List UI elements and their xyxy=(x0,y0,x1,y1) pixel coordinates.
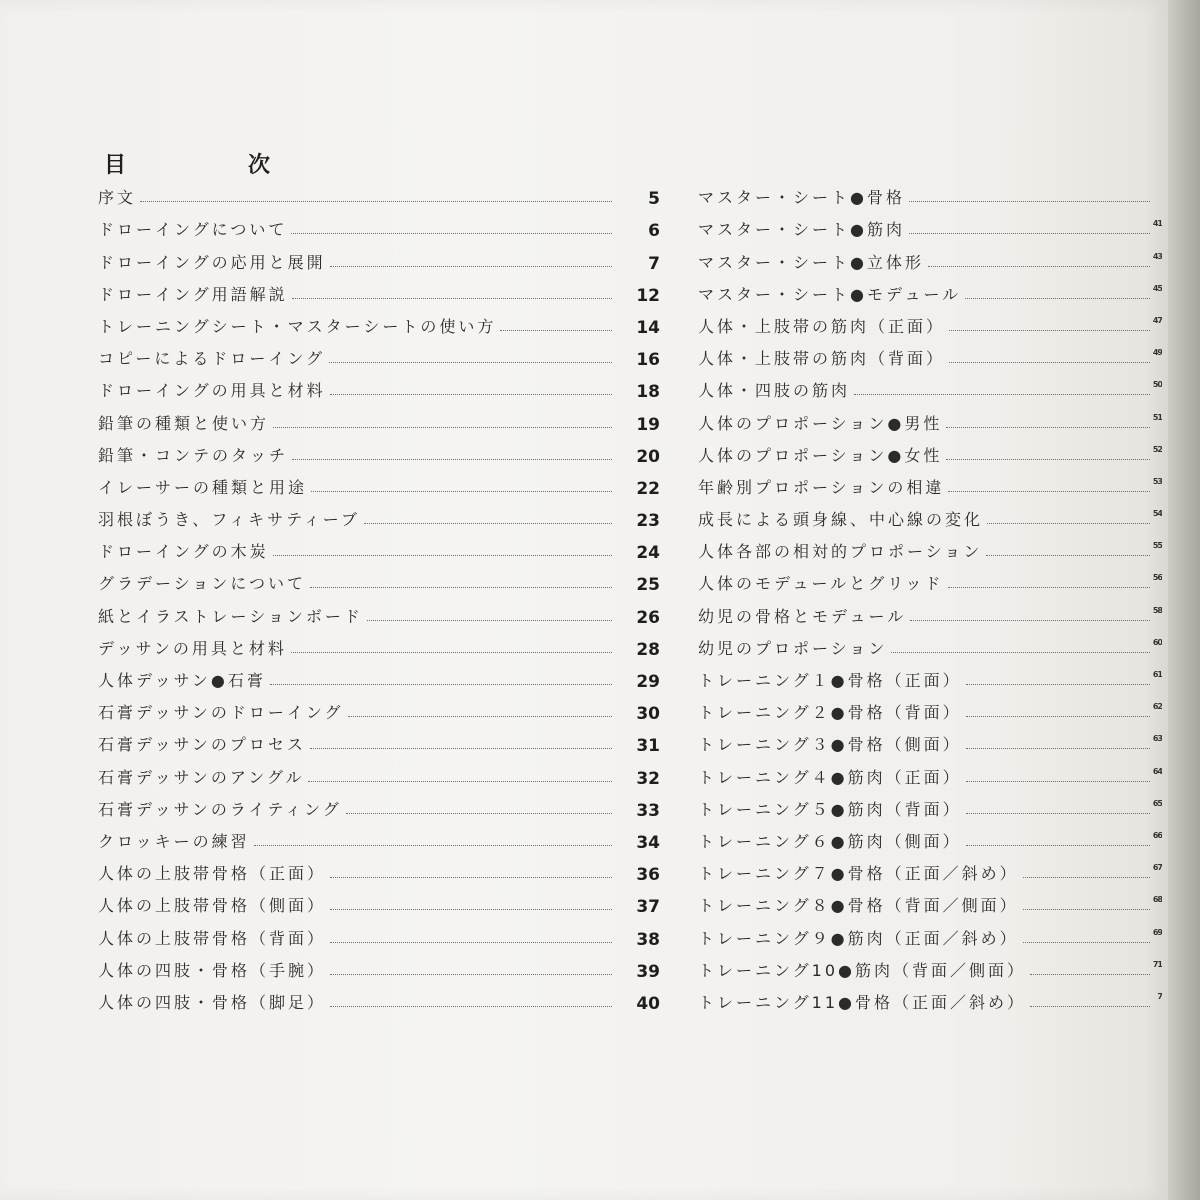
dot-leader xyxy=(910,620,1150,621)
dot-leader xyxy=(966,684,1150,685)
toc-entry-label: イレーサーの種類と用途 xyxy=(98,477,308,497)
toc-right-column xyxy=(698,178,1162,1015)
toc-entry-page-number: 29 xyxy=(636,672,660,692)
toc-entry xyxy=(98,725,660,757)
toc-entry-label: 人体の上肢帯骨格（正面） xyxy=(98,864,327,884)
toc-entry-page-number: 54 xyxy=(1152,509,1162,519)
dot-leader xyxy=(966,845,1150,846)
dot-leader xyxy=(949,362,1150,363)
page-title: 目 次 xyxy=(104,153,321,178)
dot-leader xyxy=(1023,942,1150,943)
toc-entry xyxy=(98,790,660,822)
toc-entry xyxy=(98,757,660,789)
toc-entry-label: トレーニング４●筋肉（正面） xyxy=(698,767,962,787)
toc-entry-label: 人体のプロポーション●女性 xyxy=(698,445,943,465)
dot-leader xyxy=(291,233,612,234)
toc-entry xyxy=(698,951,1162,983)
toc-entry xyxy=(98,693,660,725)
toc-entry-label: 人体の上肢帯骨格（側面） xyxy=(98,896,327,916)
dot-leader xyxy=(891,652,1150,653)
toc-entry xyxy=(98,339,660,371)
toc-entry-label: コピーによるドローイング xyxy=(98,349,326,369)
toc-entry-page-number: 62 xyxy=(1152,702,1162,712)
toc-entry xyxy=(698,596,1162,628)
toc-entry-label: 幼児のプロポーション xyxy=(698,638,888,658)
toc-entry-page-number: 25 xyxy=(636,575,660,596)
toc-entry-page-number: 16 xyxy=(636,350,660,371)
toc-entry-page-number: 45 xyxy=(1152,283,1162,293)
toc-entry-page-number: 22 xyxy=(636,478,660,499)
dot-leader xyxy=(348,716,612,717)
toc-entry-page-number: 69 xyxy=(1152,927,1162,937)
toc-entry xyxy=(698,757,1162,789)
toc-entry-label: 鉛筆・コンテのタッチ xyxy=(98,445,289,465)
dot-leader xyxy=(986,555,1150,556)
dot-leader xyxy=(948,491,1150,492)
toc-entry-label: ドローイングの木炭 xyxy=(98,542,269,562)
toc-entry-label: 人体・上肢帯の筋肉（背面） xyxy=(698,349,946,369)
toc-entry xyxy=(98,307,660,339)
toc-entry-page-number: 40 xyxy=(636,993,660,1014)
toc-entry-page-number: 30 xyxy=(636,704,660,725)
toc-entry-label: グラデーションについて xyxy=(98,574,307,594)
toc-entry-page-number: 34 xyxy=(636,832,660,853)
dot-leader xyxy=(909,233,1150,234)
toc-entry-page-number: 64 xyxy=(1152,766,1162,776)
dot-leader xyxy=(946,427,1150,428)
dot-leader xyxy=(500,330,612,331)
toc-entry-page-number: 20 xyxy=(636,446,660,467)
toc-entry-page-number: 68 xyxy=(1152,895,1162,905)
dot-leader xyxy=(140,201,612,202)
dot-leader xyxy=(1023,909,1150,910)
toc-entry xyxy=(98,854,660,886)
toc-entry-label: トレーニング５●筋肉（背面） xyxy=(698,799,962,819)
toc-entry-label: マスター・シート●筋肉 xyxy=(698,220,905,240)
toc-entry-page-number: 38 xyxy=(636,929,660,950)
dot-leader xyxy=(367,620,612,621)
toc-entry xyxy=(98,275,660,307)
toc-entry-label: 石膏デッサンのライティング xyxy=(98,799,342,819)
toc-entry xyxy=(698,275,1162,307)
toc-entry xyxy=(98,371,660,403)
toc-entry-page-number: 28 xyxy=(636,639,660,660)
toc-entry-page-number: 47 xyxy=(1152,315,1162,325)
dot-leader xyxy=(291,652,612,653)
toc-entry-label: トレーニング９●筋肉（正面／斜め） xyxy=(698,928,1019,948)
toc-entry-label: 人体の四肢・骨格（手腕） xyxy=(98,960,327,980)
toc-entry-label: 人体・四肢の筋肉 xyxy=(698,381,851,401)
dot-leader xyxy=(330,877,612,878)
toc-entry-page-number: 66 xyxy=(1152,830,1162,840)
toc-entry-label: トレーニング11●骨格（正面／斜め） xyxy=(698,992,1027,1012)
toc-entry-page-number: 53 xyxy=(1152,476,1162,486)
toc-entry-label: 人体の四肢・骨格（脚足） xyxy=(98,992,327,1012)
toc-entry xyxy=(698,564,1162,596)
dot-leader xyxy=(330,1006,612,1007)
dot-leader xyxy=(965,298,1150,299)
toc-entry-label: 人体・上肢帯の筋肉（正面） xyxy=(698,316,946,336)
toc-entry-page-number: 7 xyxy=(648,253,660,274)
dot-leader xyxy=(330,974,612,975)
toc-entry xyxy=(98,468,660,500)
toc-entry-page-number: 58 xyxy=(1152,605,1162,615)
toc-entry xyxy=(698,790,1162,822)
toc-entry xyxy=(98,629,660,661)
toc-entry-label: トレーニング７●骨格（正面／斜め） xyxy=(698,864,1019,884)
toc-entry-page-number: 36 xyxy=(636,865,660,886)
toc-entry xyxy=(98,436,660,468)
dot-leader xyxy=(273,427,612,428)
toc-entry-label: デッサンの用具と材料 xyxy=(98,638,287,658)
toc-entry-page-number: 24 xyxy=(636,543,660,564)
toc-entry xyxy=(98,500,660,532)
toc-entry xyxy=(98,918,660,950)
toc-entry xyxy=(698,693,1162,725)
toc-entry-label: クロッキーの練習 xyxy=(98,831,250,851)
dot-leader xyxy=(854,394,1150,395)
dot-leader xyxy=(310,748,612,749)
toc-entry-page-number xyxy=(1150,196,1162,210)
toc-entry xyxy=(98,661,660,693)
toc-entry-label: 羽根ぼうき、フィキサティーブ xyxy=(98,510,361,530)
toc-entry-page-number: 63 xyxy=(1152,734,1162,744)
toc-entry xyxy=(698,403,1162,435)
dot-leader xyxy=(292,298,612,299)
toc-entry xyxy=(98,983,660,1015)
toc-entry-label: 人体各部の相対的プロポーション xyxy=(698,542,983,562)
dot-leader xyxy=(311,491,612,492)
toc-entry xyxy=(698,629,1162,661)
dot-leader xyxy=(1023,877,1150,878)
toc-entry xyxy=(98,210,660,242)
toc-entry-label: ドローイング用語解説 xyxy=(98,284,288,304)
toc-entry xyxy=(98,178,660,210)
dot-leader xyxy=(292,459,612,460)
toc-entry xyxy=(698,178,1162,210)
toc-left-column xyxy=(98,178,660,1015)
toc-entry xyxy=(698,468,1162,500)
toc-entry-label: トレーニング１●骨格（正面） xyxy=(698,671,962,690)
dot-leader xyxy=(330,942,612,943)
toc-entry-page-number: 65 xyxy=(1152,798,1162,808)
toc-entry xyxy=(698,371,1162,403)
toc-entry-page-number: 14 xyxy=(636,317,660,338)
toc-entry-page-number: 12 xyxy=(636,285,660,306)
toc-entry-page-number: 19 xyxy=(636,414,660,435)
toc-entry xyxy=(698,854,1162,886)
toc-entry-label: 鉛筆の種類と使い方 xyxy=(98,413,270,433)
toc-entry-label: 成長による頭身線、中心線の変化 xyxy=(698,510,984,530)
toc-entry-page-number: 61 xyxy=(1152,670,1162,679)
toc-entry xyxy=(698,661,1162,693)
toc-entry xyxy=(698,436,1162,468)
toc-entry-label: 石膏デッサンのドローイング xyxy=(98,703,344,723)
toc-entry-label: 人体のモデュールとグリッド xyxy=(698,574,944,594)
toc-entry xyxy=(698,339,1162,371)
toc-entry-page-number: 39 xyxy=(636,961,660,982)
toc-entry-page-number: 5 xyxy=(648,189,660,210)
toc-entry xyxy=(698,822,1162,854)
dot-leader xyxy=(270,684,612,685)
dot-leader xyxy=(330,266,612,267)
toc-entry-page-number: 41 xyxy=(1152,219,1162,229)
toc-entry-label: トレーニング３●骨格（側面） xyxy=(698,735,962,755)
toc-entry xyxy=(698,242,1162,274)
toc-entry-page-number: 55 xyxy=(1152,541,1162,551)
toc-entry-label: マスター・シート●モデュール xyxy=(698,284,962,304)
toc-entry-page-number: 71 xyxy=(1152,959,1162,969)
toc-entry-page-number: 23 xyxy=(636,511,660,532)
dot-leader xyxy=(966,748,1150,749)
book-page-edge xyxy=(1168,0,1200,1200)
toc-entry-label: 人体のプロポーション●男性 xyxy=(698,413,943,433)
dot-leader xyxy=(329,362,612,363)
toc-entry-page-number: 32 xyxy=(636,768,660,789)
toc-entry xyxy=(98,532,660,564)
dot-leader xyxy=(948,587,1150,588)
dot-leader xyxy=(1030,1006,1150,1007)
dot-leader xyxy=(1030,974,1150,975)
toc-entry-label: トレーニング８●骨格（背面／側面） xyxy=(698,896,1019,916)
toc-entry-page-number: 7 xyxy=(1157,991,1162,1001)
dot-leader xyxy=(346,813,612,814)
toc-entry-page-number: 67 xyxy=(1152,863,1162,873)
toc-entry xyxy=(698,500,1162,532)
toc-entry-label: 石膏デッサンのプロセス xyxy=(98,735,306,755)
toc-entry-label: マスター・シート●立体形 xyxy=(698,252,924,272)
toc-entry-page-number: 18 xyxy=(636,382,660,403)
dot-leader xyxy=(273,555,612,556)
toc-entry xyxy=(698,210,1162,242)
toc-entry-page-number: 6 xyxy=(648,221,660,242)
toc-entry-label: トレーニング２●骨格（背面） xyxy=(698,703,962,723)
toc-entry xyxy=(698,983,1162,1015)
toc-entry-label: ドローイングの用具と材料 xyxy=(98,381,326,401)
dot-leader xyxy=(987,523,1150,524)
toc-entry-label: ドローイングについて xyxy=(98,220,288,240)
toc-entry-page-number: 60 xyxy=(1152,637,1162,647)
toc-entry-page-number: 43 xyxy=(1152,251,1162,261)
toc-entry xyxy=(698,886,1162,918)
dot-leader xyxy=(364,523,612,524)
toc-entry-label: 序文 xyxy=(98,188,137,208)
toc-entry xyxy=(98,951,660,983)
toc-entry-page-number: 37 xyxy=(636,897,660,918)
dot-leader xyxy=(330,394,612,395)
toc-entry xyxy=(98,596,660,628)
toc-entry-label: トレーニング６●筋肉（側面） xyxy=(698,831,962,851)
toc-entry xyxy=(98,822,660,854)
toc-entry xyxy=(98,886,660,918)
toc-entry-label: 人体の上肢帯骨格（背面） xyxy=(98,928,327,948)
toc-entry-label: 年齢別プロポーションの相違 xyxy=(698,477,945,497)
toc-entry xyxy=(698,307,1162,339)
toc-entry-page-number: 56 xyxy=(1152,573,1162,583)
toc-entry-label: ドローイングの応用と展開 xyxy=(98,252,326,272)
dot-leader xyxy=(909,201,1150,202)
dot-leader xyxy=(946,459,1150,460)
toc-entry xyxy=(98,564,660,596)
toc-entry-label: マスター・シート●骨格 xyxy=(698,188,905,208)
dot-leader xyxy=(966,813,1150,814)
dot-leader xyxy=(308,781,612,782)
toc-entry-page-number: 49 xyxy=(1152,348,1162,358)
dot-leader xyxy=(966,781,1150,782)
toc-entry xyxy=(698,532,1162,564)
toc-entry-page-number: 31 xyxy=(636,736,660,757)
toc-entry-label: 紙とイラストレーションボード xyxy=(98,606,363,626)
dot-leader xyxy=(254,845,612,846)
toc-entry-page-number: 26 xyxy=(636,607,660,628)
toc-entry-label: 人体デッサン●石膏 xyxy=(98,671,266,690)
toc-entry xyxy=(98,403,660,435)
toc-entry xyxy=(698,918,1162,950)
dot-leader xyxy=(330,909,612,910)
toc-entry xyxy=(698,725,1162,757)
toc-entry-label: 幼児の骨格とモデュール xyxy=(698,606,907,626)
dot-leader xyxy=(966,716,1150,717)
dot-leader xyxy=(928,266,1150,267)
dot-leader xyxy=(949,330,1150,331)
toc-entry-page-number: 33 xyxy=(636,800,660,821)
toc-entry-page-number: 50 xyxy=(1152,380,1162,390)
dot-leader xyxy=(310,587,612,588)
toc-entry-label: トレーニング10●筋肉（背面／側面） xyxy=(698,960,1027,980)
toc-entry-label: トレーニングシート・マスターシートの使い方 xyxy=(98,316,497,336)
toc-entry xyxy=(98,242,660,274)
toc-entry-page-number: 52 xyxy=(1152,444,1162,454)
toc-entry-label: 石膏デッサンのアングル xyxy=(98,767,305,787)
toc-entry-page-number: 51 xyxy=(1152,412,1162,422)
